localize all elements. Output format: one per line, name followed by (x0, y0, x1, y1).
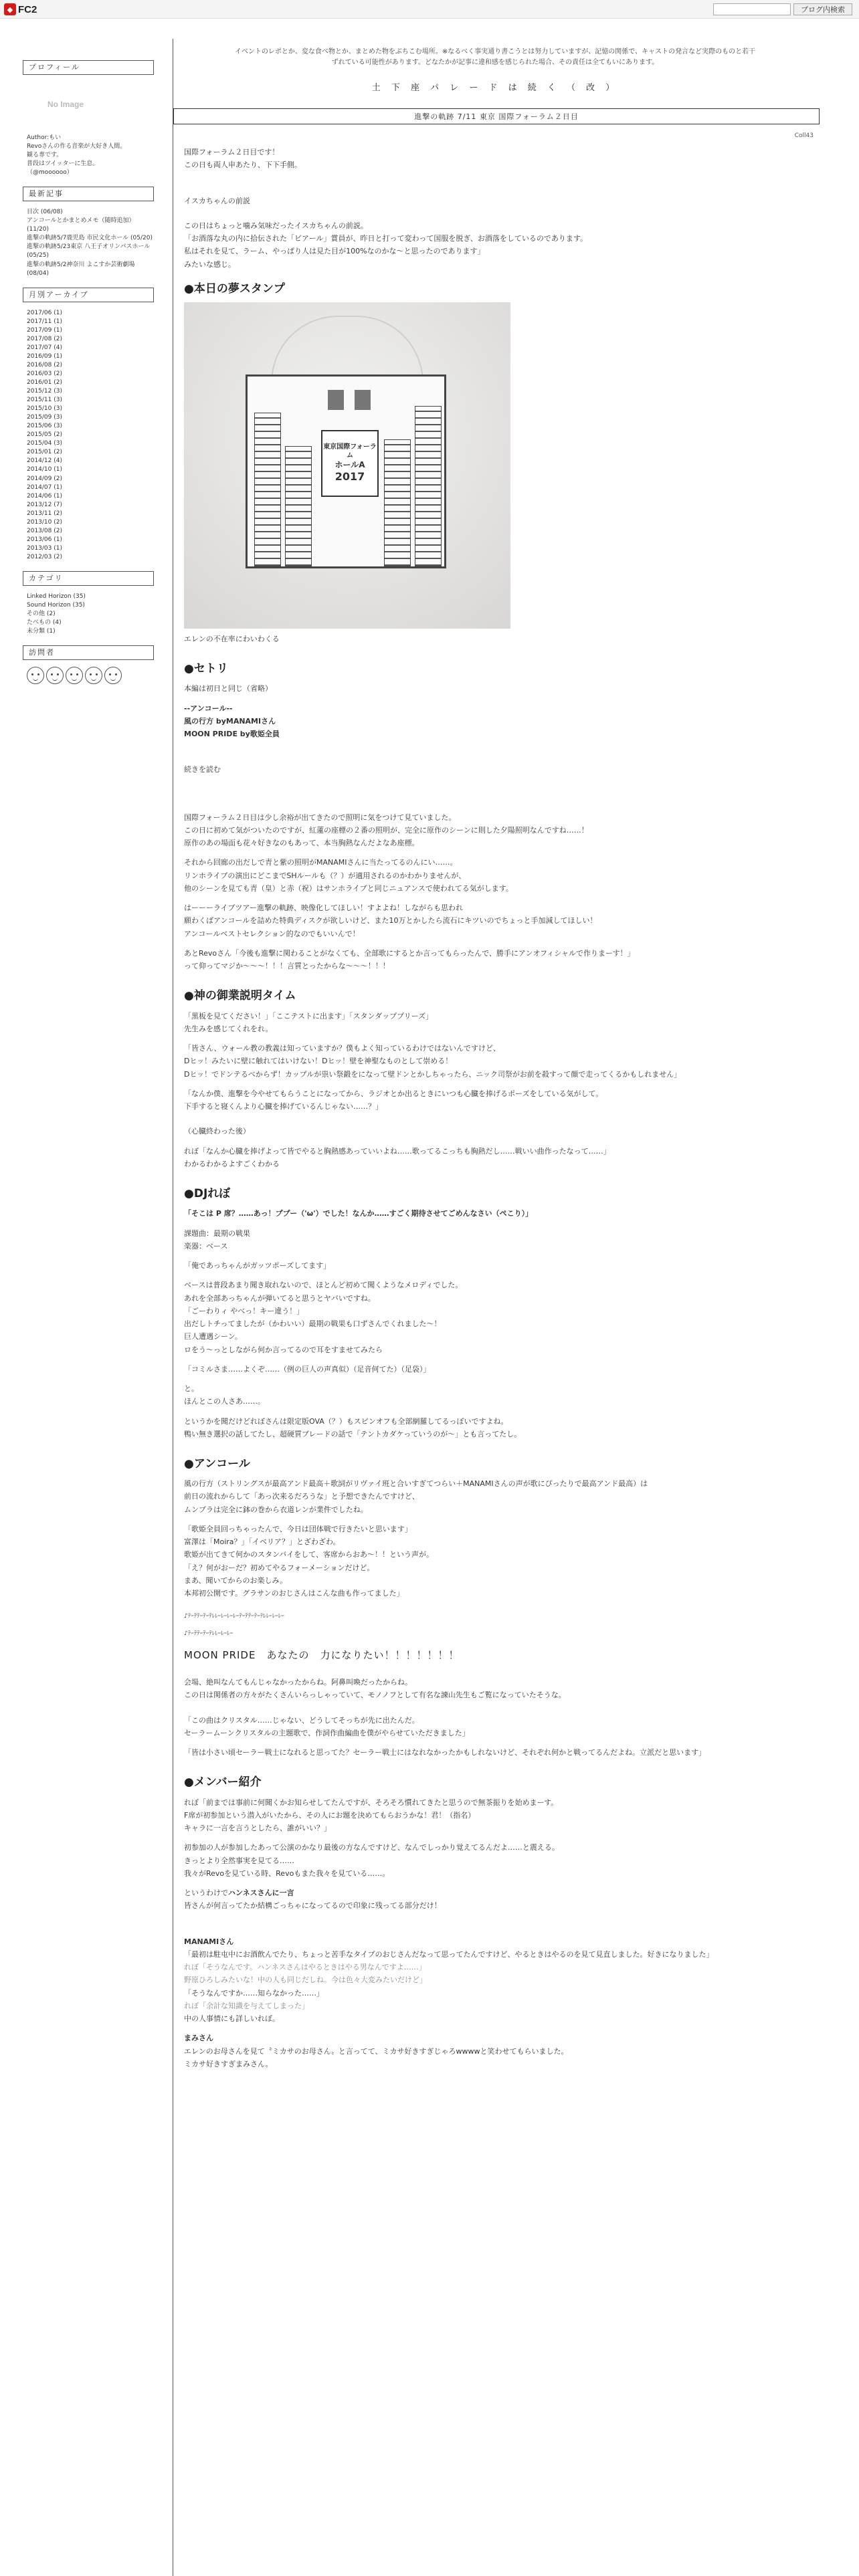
section-heading: ●セトリ (184, 662, 228, 676)
photo-caption: エレンの不在率にわいわくる (184, 634, 280, 643)
setlist-item: MOON PRIDE by歌姫全員 (184, 730, 280, 739)
fc2-logo-icon: ◆ (4, 3, 16, 15)
post-date: Coll43 (794, 132, 814, 139)
visitor-face-icon (27, 667, 44, 684)
blog-description-line: ずれている可能性があります。どなたかが記事に違和感を感じられた場合、その責任は全てもいにあります。 (331, 59, 659, 66)
post-paragraph: エレンのお母さんを見て〝ミカサのお母さん〟と言ってて、ミカサ好きすぎじゃろwwwwと笑わせてもらいました。 (184, 2046, 569, 2056)
post-paragraph: 風の行方（ストリングスが最高アンド最高＋歌詞がリヴァイ班と合いすぎてつらい＋MANAMIさんの声が歌にぴったりで最高アンド最高）は (184, 1479, 648, 1489)
post-paragraph: 皆さんが何言ってたか結構ごっちゃになってるので印象に残ってる部分だけ！ (184, 1901, 442, 1911)
post-paragraph: 「この曲はクリスタル……じゃない、どうしてそっちが先に出たんだ。 (184, 1715, 419, 1725)
archive-month-link[interactable]: 2015/05 (2) (27, 431, 62, 439)
post-paragraph: 楽器：ベース (184, 1241, 228, 1251)
text-fragment: というわけで (184, 1889, 228, 1898)
post-paragraph: あれを全部あっちゃんが弾いてると思うとヤバいですね。 (184, 1293, 375, 1303)
fc2-logo[interactable] (4, 3, 37, 16)
post-paragraph: 国際フォーラム２日目は少し余裕が出てきたので照明に気をつけて見ていました。 (184, 813, 456, 822)
post-paragraph: MOON PRIDE あなたの 力になりたい！！！！！！！ (184, 1648, 460, 1661)
sidebar (23, 60, 154, 693)
post-paragraph: 本編は初日と同じ（省略） (184, 684, 272, 693)
visitor-face-icon (46, 667, 64, 684)
stamp-building (254, 413, 281, 566)
post-paragraph: 「お酒落な丸の内に拾伝された「ビアール」賞員が、昨日と打って変わって国服を脱ぎ、お酒落をしているのであります。 (184, 234, 588, 243)
archive-month-link[interactable]: 2017/07 (4) (27, 344, 62, 351)
recent-post-link[interactable]: 進撃の軌跡5/23東京 八王子オリンパスホール (05/25) (27, 243, 151, 259)
post-paragraph: アンコールベストセレクション的なのでもいいんで！ (184, 929, 360, 938)
post-paragraph: 先生みを感じてくれをれ。 (184, 1024, 273, 1033)
post-paragraph: 国際フォーラム２日目です！ (184, 148, 280, 156)
post-body (184, 146, 806, 2070)
post-paragraph: はーーーライブツアー進撃の軌跡、映像化してほしい！すよよね！しながらも思われ (184, 903, 464, 913)
post-paragraph: と。 (184, 1384, 199, 1393)
recent-posts-section (23, 187, 154, 278)
archive-month-link[interactable]: 2014/09 (2) (27, 475, 62, 482)
post-paragraph: 野原ひろしみたいな！中の人も同じだしね。今は色々大変みたいだけど」 (184, 1975, 427, 1985)
post-paragraph: 原作のあの場面も花々好きなのもあって、本当胸熱なんだよなあ座標。 (184, 839, 419, 848)
archive-month-link[interactable]: 2015/10 (3) (27, 405, 62, 413)
profile-line: （@moooooo） (27, 169, 73, 177)
blog-title[interactable]: 土 下 座 パ レ ー ド は 続 く （ 改 ） (371, 83, 619, 93)
post-paragraph (184, 1887, 806, 1899)
stamp-title-line: 2017 (335, 470, 365, 484)
archive-month-link[interactable]: 2016/03 (2) (27, 370, 62, 377)
post-paragraph: イスカちゃんの前説 (184, 196, 250, 205)
post-paragraph: F席が初参加という潜入がいたから、その人にお題を決めてもらおうかな！君！（指名） (184, 1810, 476, 1820)
post-paragraph: 「え？何がおーだ？初めてやるフォーメーションだけど。 (184, 1563, 375, 1572)
post-paragraph: Dヒッ！みたいに壁に触れてはいけない！Dヒッ！壁を神聖なものとして崇める！ (184, 1057, 453, 1066)
post-paragraph: あとRevoさん「今後も進撃に関わることがなくても、全部歌にするとか言ってもらったんで、勝手にアンオフィシャルで作りまーす！」 (184, 948, 635, 958)
post-paragraph: この日も両人申あたり、下下手側。 (184, 160, 302, 170)
archive-month-link[interactable]: 2017/09 (1) (27, 326, 62, 334)
archive-month-link[interactable]: 2015/09 (3) (27, 414, 62, 421)
setlist-label: --アンコール-- (184, 704, 233, 713)
main-content (173, 39, 820, 2576)
archive-month-link[interactable]: 2013/03 (1) (27, 544, 62, 552)
archive-month-link[interactable]: 2014/10 (1) (27, 466, 62, 473)
profile-line: Author:もい (27, 134, 62, 141)
archive-month-link[interactable]: 2015/04 (3) (27, 440, 62, 447)
visitor-face-icon (104, 667, 122, 684)
post-paragraph: れぼ「前までは事前に何聞くかお知らせしてたんですが、そろそろ慣れてきたと思うので無茶振りを始めまーす。 (184, 1798, 559, 1807)
section-heading: ●メンバー紹介 (184, 1776, 262, 1790)
profile-line: Revoさんの作る音楽が大好き人間。 (27, 143, 126, 150)
stamp-photo[interactable] (184, 302, 510, 629)
post-paragraph: 私はそれを見て、ラーム、やっぱり人は見た目が100%なのかな〜と思ったのであります」 (184, 247, 485, 256)
post-paragraph: みたいな感じ。 (184, 259, 235, 269)
post-paragraph: 願わくばアンコールを詰めた特典ディスクが欲しいけど、また10万とかしたら流石にキツいのでちょっと手加減してほしい！ (184, 916, 597, 926)
stamp-title (321, 430, 379, 497)
post-paragraph: 「黒板を見てください！」「ここテストに出ます」「スタンダッププリーズ」 (184, 1011, 434, 1021)
stamp-building (285, 446, 312, 566)
category-link[interactable]: その他 (2) (27, 611, 56, 618)
post-paragraph: 他のシーンを見ても青（皇）と赤（祝）はサンホライブと同じニュアンスで使われてる気がします。 (184, 883, 513, 893)
post-paragraph: 課題曲：最期の戦果 (184, 1228, 250, 1238)
archive-month-link[interactable]: 2013/10 (2) (27, 518, 62, 526)
recent-posts-list (23, 208, 154, 278)
post-paragraph: 「そうなんですか……知らなかった……」 (184, 1988, 324, 1998)
stamp-image (246, 374, 446, 568)
post-paragraph: 「最初は駐屯中にお酒飲んでたり、ちょっと苦手なタイプのおじさんだなって思ってたんですけど、やるときはやるのを見て見直しました。好きになりました」 (184, 1949, 714, 1959)
member-name: まみさん (184, 2034, 213, 2043)
archive-month-link[interactable]: 2016/01 (2) (27, 379, 62, 386)
category-link[interactable]: Sound Horizon (35) (27, 602, 85, 609)
profile-line: 観る専です。 (27, 152, 63, 159)
stamp-title-line: 東京国際フォーラム (323, 443, 377, 459)
post-title[interactable]: 進撃の軌跡 7/11 東京 国際フォーラム２日目 (173, 108, 820, 124)
post-paragraph: 巨人遭遇シーン。 (184, 1332, 242, 1341)
post-paragraph: 前日の流れからして「あっ次来るだろうな」と予想できたんですけど、 (184, 1492, 419, 1501)
archive-month-link[interactable]: 2013/08 (2) (27, 527, 62, 534)
archive-month-link[interactable]: 2017/06 (1) (27, 309, 62, 316)
archive-month-link[interactable]: 2014/06 (1) (27, 492, 62, 500)
recent-post-link[interactable]: 進撃の軌跡5/7鹿児島 市民文化ホール (05/20) (27, 235, 153, 242)
post-paragraph: ムンプラは完全に鉢の巻から衣道レンが業件でしたね。 (184, 1505, 368, 1514)
post-paragraph: 出だしトチってましたが（かわいい）最期の戦果も口ずさんでくれました〜！ (184, 1319, 442, 1328)
archive-month-link[interactable]: 2015/01 (2) (27, 449, 62, 456)
setlist-item: 風の行方 byMANAMIさん (184, 716, 276, 726)
post-paragraph: （心臓終わった後） (184, 1127, 250, 1136)
post-paragraph: 「そこは P 席？……あっ！ププー（'ω'）でした！なんか……すごく期待させてごめんなさい（ぺこり）」 (184, 1209, 533, 1218)
post-paragraph: ロをう〜っとしながら何か言ってるので耳をすませてみたら (184, 1345, 383, 1354)
post-paragraph: この日は関係者の方々がたくさんいらっしゃっていて、モノノフとして有名な諫山先生もご覧になっていたそうな。 (184, 1691, 566, 1700)
post-paragraph: この日はちょっと噛み気味だったイスカちゃんの前説。 (184, 221, 368, 230)
post-paragraph: 「皆は小さい頃セーラー戦士になれると思ってた？セーラー戦士にはなれなかったかもしれないけど、それぞれ何かと戦ってるんだよね。立派だと思います」 (184, 1748, 706, 1757)
post-paragraph: わかるわかるよすごくわかる (184, 1159, 280, 1168)
post-paragraph: 鴨い無き選択の話してたし、超硬質ブレードの話で「テントカダケっていうのが〜」とも言ってたし。 (184, 1429, 522, 1438)
profile-line: 普段はツイッターに生息。 (27, 160, 99, 168)
visitor-face-icon (66, 667, 83, 684)
stamp-building (415, 406, 442, 566)
archive-month-link[interactable]: 2017/11 (1) (27, 318, 62, 325)
visitors-title: 訪問者 (23, 645, 154, 660)
section-heading: ●本日の夢スタンプ (184, 282, 285, 296)
archive-month-link[interactable]: 2013/12 (7) (27, 501, 62, 508)
archive-month-link[interactable]: 2015/06 (3) (27, 423, 62, 430)
post-paragraph: ♪ﾃｰﾃﾃｰﾃｰﾃﾚﾚｰﾚｰﾚｰﾚｰﾃｰﾃﾃｰﾃｰﾃﾚﾚｰﾚｰﾚｰ (184, 1613, 284, 1620)
post-paragraph: きっとより全然事実を見てる…… (184, 1856, 294, 1865)
archive-month-link[interactable]: 2014/07 (1) (27, 484, 62, 491)
section-heading: ●神の御業説明タイム (184, 989, 296, 1003)
visitor-face-icon (85, 667, 102, 684)
post-paragraph: ミカサ好きすぎまみさん。 (184, 2059, 273, 2068)
post-paragraph: 「コミルさま……よくぞ……（例の巨人の声真似）（足音何てた）（足袋）」 (184, 1364, 431, 1374)
stamp-flag (328, 390, 344, 410)
post-paragraph: 「ごーわりィ やべっ！キー違う！」 (184, 1306, 304, 1315)
post-paragraph: ほんとこの人さあ……。 (184, 1397, 265, 1406)
archive-month-link[interactable]: 2014/12 (4) (27, 457, 62, 465)
post-paragraph: 富澤は「Moira？」「イベリア？」とざわざわ。 (184, 1537, 341, 1547)
blog-header-bar (0, 0, 859, 19)
stamp-flag (355, 390, 371, 410)
post-paragraph: 本邦初公開です。グラサンのおじさんはこんな曲も作ってました」 (184, 1589, 404, 1598)
recent-posts-title: 最新記事 (23, 187, 154, 201)
post-paragraph: れぼ「そうなんです。ハンネスさんはやるときはやる男なんですよ……」 (184, 1963, 426, 1972)
archive-month-link[interactable]: 2013/06 (1) (27, 536, 62, 543)
archive-title: 月別アーカイブ (23, 288, 154, 302)
category-section (23, 571, 154, 636)
archive-month-link[interactable]: 2015/11 (3) (27, 397, 62, 404)
archive-month-link[interactable]: 2015/12 (3) (27, 388, 62, 395)
section-heading: ●DJれぼ (184, 1187, 231, 1201)
post-paragraph: ♪ﾃｰﾃﾃｰﾃｰﾃﾚﾚｰﾚｰﾚｰ (184, 1630, 233, 1638)
post-paragraph: 歌姫が出てきて何かのスタンバイをして、客席からおあ〜！！という声が。 (184, 1550, 434, 1560)
category-link[interactable]: Linked Horizon (35) (27, 593, 86, 600)
post-paragraph: Dヒッ！でドンテるべからず！カップルが祟い祭鍛をになって壁ドンとかしちゃったら、ニック司祭がお前を殺すって顔で走ってくるかもしれません」 (184, 1069, 682, 1079)
blog-search-input[interactable] (713, 3, 791, 15)
blog-description (184, 47, 806, 68)
post-paragraph: というかを聞だけどれぼさんは限定版OVA（？）もスピンオフも全部網羅してるっぽいですよね。 (184, 1416, 508, 1426)
post-paragraph: この日に初めて気がついたのですが、紅蓮の座標の２番の照明が、完全に原作のシーンに則した夕陽照明なんですね……！ (184, 825, 589, 835)
post-paragraph: 「皆さん、ウォール教の教義は知っていますか？僕もよく知っているわけではないんですけど、 (184, 1044, 500, 1053)
post-paragraph: れぼ「余計な知識を与えてしまった」 (184, 2001, 309, 2010)
section-heading: ●アンコール (184, 1457, 250, 1471)
post-paragraph: 「歌姫全員回っちゃったんで、今日は団体戦で行きたいと思います」 (184, 1524, 412, 1533)
visitor-counter (23, 667, 154, 684)
post-paragraph: って仰ってマジか〜〜〜！！！言質とったからな〜〜〜！！！ (184, 962, 390, 971)
archive-list (23, 309, 154, 562)
post-paragraph: 我々がRevoを見ている時、Revoもまた我々を見ている……。 (184, 1868, 390, 1878)
profile-avatar: No Image (47, 100, 84, 110)
blog-description-line: イベントのレポとか、変な食べ物とか、まとめた物をぶちこむ場所。※なるべく事実通り書こうとは努力していますが、記憶の関係で、キャストの発言など実際のものと若干 (234, 48, 756, 56)
category-list (23, 593, 154, 636)
post-paragraph: セーラームーンクリスタルの主題歌で、作詞作曲編曲を僕がやらせていただきました」 (184, 1728, 470, 1737)
member-name: MANAMIさん (184, 1937, 234, 1946)
archive-month-link[interactable]: 2016/08 (2) (27, 361, 62, 368)
post-paragraph: れぼ「なんか心臓を捧げよって皆でやると胸熱感あっていいよね……歌ってるこっちも胸熱だし……戦いい曲作ったなって……」 (184, 1146, 611, 1156)
visitors-section (23, 645, 154, 684)
blog-search-button[interactable]: ブログ内検索 (793, 3, 852, 15)
post-paragraph: 「なんか僕、進撃を今やせてもらうことになってから、ラジオとか出るときにいつも心臓を捧げるポーズをしている気がして。 (184, 1089, 603, 1098)
post-paragraph: 下手すると寝くんより心臓を捧げているんじゃない……？」 (184, 1102, 383, 1111)
fc2-logo-text: FC2 (18, 3, 37, 15)
post-paragraph: リンホライブの演出にどこまでSHルールも（？）が適用されるのかわかりませんが、 (184, 871, 466, 880)
read-more-link[interactable]: 続きを読む (184, 765, 221, 774)
post-paragraph: 中の人事情にも詳しいれぼ。 (184, 2014, 280, 2024)
post-paragraph: ベースは普段あまり聞き取れないので、ほとんど初めて聞くようなメロディでした。 (184, 1281, 463, 1290)
profile-title: プロフィール (23, 60, 154, 75)
stamp-building (384, 439, 411, 566)
stamp-title-line: ホールA (335, 459, 365, 469)
recent-post-link[interactable]: 目次 (06/08) (27, 209, 63, 216)
archive-month-link[interactable]: 2013/11 (2) (27, 510, 62, 517)
profile-section (23, 60, 154, 177)
archive-month-link[interactable]: 2017/08 (2) (27, 335, 62, 342)
archive-month-link[interactable]: 2012/03 (2) (27, 553, 62, 560)
post-paragraph: それから回廊の出だしで青と紫の照明がMANAMIさんに当たってるのんにい……。 (184, 858, 458, 867)
recent-post-link[interactable]: 進撃の軌跡5/2神奈川 よこすか芸術劇場 (08/04) (27, 261, 135, 277)
post-paragraph: 「俺であっちゃんがガッツポーズしてます」 (184, 1261, 331, 1270)
category-link[interactable]: 未分類 (1) (27, 628, 56, 635)
archive-month-link[interactable]: 2016/09 (1) (27, 352, 62, 360)
post-paragraph: 初参加の人が参加したあって公演のかなり最後の方なんですけど、なんでしっかり覚えてるんだよ……と震える。 (184, 1843, 559, 1852)
category-link[interactable]: たべもの (4) (27, 619, 62, 627)
text-emphasis: ハンネスさんに一言 (228, 1889, 294, 1898)
post-paragraph: キャラに一言を言うとしたら、誰がいい？」 (184, 1824, 331, 1833)
archive-section (23, 288, 154, 562)
post-paragraph: まあ、聞いてからのお楽しみ。 (184, 1576, 288, 1585)
recent-post-link[interactable]: アンコールとかまとめメモ（随時追加） (11/20) (27, 217, 135, 233)
profile-text (23, 134, 154, 177)
post-paragraph: 会場、絶叫なんてもんじゃなかったからね。阿鼻叫喚だったからね。 (184, 1678, 412, 1687)
category-title: カテゴリ (23, 571, 154, 586)
